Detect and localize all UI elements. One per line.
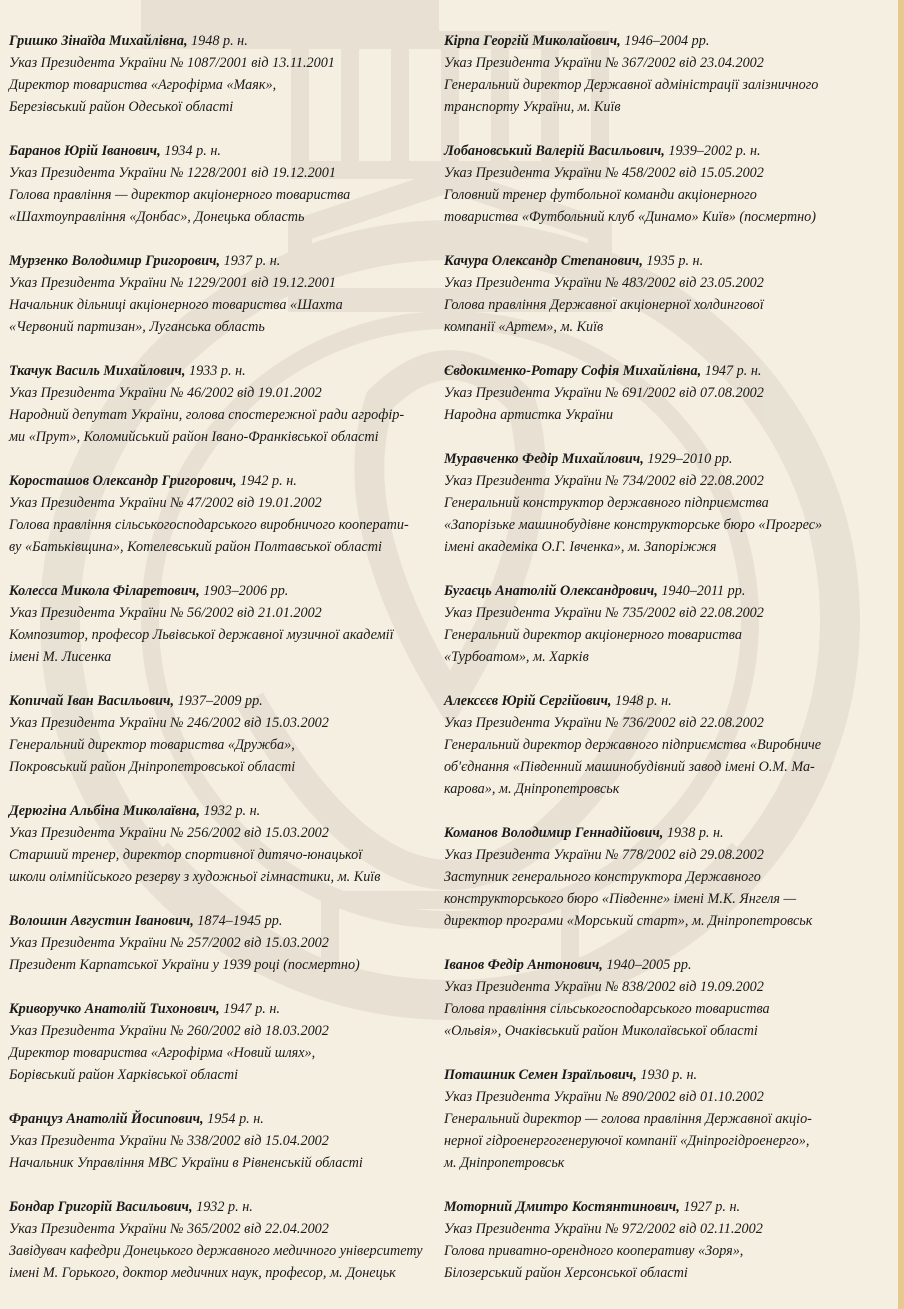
entry-header-line: [9, 800, 421, 822]
decree-reference: Указ Президента України № 691/2002 від 07.08.2002: [444, 385, 764, 401]
recipient-position: м. Дніпропетровськ: [444, 1155, 565, 1171]
recipient-years: 1935 р. н.: [642, 253, 704, 269]
decree-reference: Указ Президента України № 365/2002 від 22.04.2002: [9, 1221, 329, 1237]
entry-header-line: [444, 30, 856, 52]
recipient-position: ву «Батьківщина», Котелевський район Полтавської області: [9, 539, 382, 555]
recipient-position: Головний тренер футбольної команди акціонерного: [444, 187, 757, 203]
decree-reference: Указ Президента України № 47/2002 від 19.01.2002: [9, 495, 322, 511]
recipient-name: Поташник Семен Ізраїльович,: [444, 1067, 637, 1083]
recipient-years: 1940–2011 рр.: [657, 583, 746, 599]
entry-header-line: [444, 448, 856, 470]
recipient-position: ми «Прут», Коломийський район Івано-Франківської області: [9, 429, 379, 445]
recipient-years: 1948 р. н.: [187, 33, 248, 49]
recipient-years: 1937–2009 рр.: [174, 693, 263, 709]
recipient-years: 1948 р. н.: [611, 693, 672, 709]
award-entry: [9, 470, 421, 558]
recipient-years: 1927 р. н.: [679, 1199, 741, 1215]
recipient-position: «Запорізьке машинобудівне конструкторське бюро «Прогрес»: [444, 517, 823, 533]
entry-header-line: [9, 1108, 421, 1130]
recipient-name: Копичай Іван Васильович,: [9, 693, 175, 709]
decree-reference: Указ Президента України № 260/2002 від 18.03.2002: [9, 1023, 329, 1039]
recipient-position: Березівський район Одеської області: [9, 99, 234, 115]
recipient-name: Моторний Дмитро Костянтинович,: [444, 1199, 680, 1215]
decree-reference: Указ Президента України № 246/2002 від 15.03.2002: [9, 715, 329, 731]
decree-reference: Указ Президента України № 972/2002 від 02.11.2002: [444, 1221, 763, 1237]
entry-header-line: [444, 250, 856, 272]
decree-reference: Указ Президента України № 734/2002 від 22.08.2002: [444, 473, 764, 489]
entry-header-line: [9, 470, 421, 492]
entry-header-line: [444, 580, 856, 602]
decree-reference: Указ Президента України № 890/2002 від 01.10.2002: [444, 1089, 764, 1105]
recipient-name: Ткачук Василь Михайлович,: [9, 363, 186, 379]
recipient-name: Баранов Юрій Іванович,: [9, 143, 161, 159]
recipient-position: школи олімпійського резерву з художньої гімнастики, м. Київ: [9, 869, 381, 885]
award-entry: [9, 1108, 421, 1174]
recipient-position: Білозерський район Херсонської області: [444, 1265, 688, 1281]
recipient-position: «Шахтоуправління «Донбас», Донецька область: [9, 209, 305, 225]
award-entry: [444, 822, 856, 932]
recipient-years: 1932 р. н.: [192, 1199, 253, 1215]
recipient-position: нерної гідроенергогенеруючої компанії «Дніпрогідроенерго»,: [444, 1133, 810, 1149]
recipient-name: Француз Анатолій Йосипович,: [9, 1111, 204, 1127]
recipient-position: Генеральний директор — голова правління Державної акціо-: [444, 1111, 812, 1127]
entry-header-line: [9, 998, 421, 1020]
entry-header-line: [9, 250, 421, 272]
recipient-position: імені М. Горького, доктор медичних наук, професор, м. Донецьк: [9, 1265, 396, 1281]
award-entry: [9, 140, 421, 228]
recipient-years: 1874–1945 рр.: [193, 913, 283, 929]
recipient-years: 1947 р. н.: [701, 363, 762, 379]
entry-header-line: [9, 580, 421, 602]
left-column: [9, 30, 421, 1306]
award-entry: [9, 580, 421, 668]
award-entry: [444, 690, 856, 800]
recipient-name: Криворучко Анатолій Тихонович,: [9, 1001, 220, 1017]
decree-reference: Указ Президента України № 56/2002 від 21.01.2002: [9, 605, 322, 621]
award-entry: [9, 910, 421, 976]
recipient-position: Генеральний директор державного підприємства «Виробниче: [444, 737, 822, 753]
recipient-position: об'єднання «Південний машинобудівний завод імені О.М. Ма-: [444, 759, 815, 775]
page-edge-bar: [898, 0, 904, 1309]
entry-header-line: [444, 690, 856, 712]
recipient-position: компанії «Артем», м. Київ: [444, 319, 604, 335]
recipient-years: 1934 р. н.: [160, 143, 221, 159]
recipient-name: Качура Олександр Степанович,: [444, 253, 643, 269]
entry-header-line: [444, 140, 856, 162]
recipient-position: Генеральний директор товариства «Дружба»,: [9, 737, 295, 753]
recipient-years: 1939–2002 р. н.: [664, 143, 761, 159]
recipient-name: Дерюгіна Альбіна Миколаївна,: [9, 803, 200, 819]
recipient-position: товариства «Футбольний клуб «Динамо» Київ» (посмертно): [444, 209, 816, 225]
recipient-position: «Турбоатом», м. Харків: [444, 649, 589, 665]
recipient-position: Голова правління сільськогосподарського виробничого кооперати-: [9, 517, 409, 533]
recipient-years: 1903–2006 рр.: [199, 583, 289, 599]
award-entry: [9, 1196, 421, 1284]
recipient-position: конструкторського бюро «Південне» імені М.К. Янгеля —: [444, 891, 797, 907]
award-entry: [9, 30, 421, 118]
entry-header-line: [9, 1196, 421, 1218]
entry-header-line: [444, 954, 856, 976]
recipient-name: Кірпа Георгій Миколайович,: [444, 33, 621, 49]
recipient-name: Мурзенко Володимир Григорович,: [9, 253, 221, 269]
recipient-years: 1932 р. н.: [199, 803, 261, 819]
entry-header-line: [9, 910, 421, 932]
recipient-years: 1938 р. н.: [663, 825, 724, 841]
recipient-years: 1947 р. н.: [219, 1001, 280, 1017]
award-entry: [9, 998, 421, 1086]
recipient-name: Гришко Зінаїда Михайлівна,: [9, 33, 188, 49]
decree-reference: Указ Президента України № 838/2002 від 19.09.2002: [444, 979, 764, 995]
award-entry: [444, 140, 856, 228]
recipient-position: Генеральний конструктор державного підприємства: [444, 495, 769, 511]
award-entry: [9, 690, 421, 778]
recipient-position: Директор товариства «Агрофірма «Новий шлях»,: [9, 1045, 316, 1061]
recipient-years: 1933 р. н.: [185, 363, 246, 379]
entry-header-line: [9, 360, 421, 382]
recipient-years: 1929–2010 рр.: [643, 451, 733, 467]
recipient-position: директор програми «Морський старт», м. Дніпропетровськ: [444, 913, 813, 929]
recipient-position: карова», м. Дніпропетровськ: [444, 781, 620, 797]
decree-reference: Указ Президента України № 257/2002 від 15.03.2002: [9, 935, 329, 951]
decree-reference: Указ Президента України № 367/2002 від 23.04.2002: [444, 55, 764, 71]
recipient-years: 1942 р. н.: [236, 473, 297, 489]
recipient-years: 1930 р. н.: [636, 1067, 698, 1083]
decree-reference: Указ Президента України № 46/2002 від 19.01.2002: [9, 385, 322, 401]
recipient-position: Композитор, професор Львівської державної музичної академії: [9, 627, 394, 643]
recipient-position: імені М. Лисенка: [9, 649, 112, 665]
recipient-position: Старший тренер, директор спортивної дитячо-юнацької: [9, 847, 363, 863]
decree-reference: Указ Президента України № 1228/2001 від 19.12.2001: [9, 165, 336, 181]
entry-header-line: [444, 360, 856, 382]
recipient-name: Алексєєв Юрій Сергійович,: [444, 693, 612, 709]
decree-reference: Указ Президента України № 458/2002 від 15.05.2002: [444, 165, 764, 181]
entry-header-line: [9, 690, 421, 712]
recipient-position: Генеральний директор акціонерного товариства: [444, 627, 742, 643]
award-entry: [444, 360, 856, 426]
recipient-years: 1937 р. н.: [220, 253, 281, 269]
entry-header-line: [444, 1064, 856, 1086]
decree-reference: Указ Президента України № 483/2002 від 23.05.2002: [444, 275, 764, 291]
recipient-years: 1954 р. н.: [203, 1111, 264, 1127]
recipient-position: «Ольвія», Очаківський район Миколаївської області: [444, 1023, 758, 1039]
recipient-position: Директор товариства «Агрофірма «Маяк»,: [9, 77, 277, 93]
right-column: [444, 30, 856, 1306]
recipient-years: 1946–2004 рр.: [620, 33, 710, 49]
recipient-position: Народний депутат України, голова спостережної ради агрофір-: [9, 407, 405, 423]
recipient-position: «Червоний партизан», Луганська область: [9, 319, 265, 335]
award-entry: [444, 954, 856, 1042]
recipient-name: Євдокименко-Ротару Софія Михайлівна,: [444, 363, 702, 379]
award-entry: [444, 580, 856, 668]
recipient-position: Покровський район Дніпропетровської області: [9, 759, 296, 775]
award-entry: [444, 1064, 856, 1174]
award-entry: [444, 250, 856, 338]
decree-reference: Указ Президента України № 1087/2001 від 13.11.2001: [9, 55, 335, 71]
decree-reference: Указ Президента України № 735/2002 від 22.08.2002: [444, 605, 764, 621]
award-entry: [444, 1196, 856, 1284]
recipient-name: Іванов Федір Антонович,: [444, 957, 603, 973]
recipient-name: Волошин Августин Іванович,: [9, 913, 194, 929]
entry-header-line: [444, 822, 856, 844]
recipient-position: Начальник дільниці акціонерного товариства «Шахта: [9, 297, 343, 313]
recipient-position: транспорту України, м. Київ: [444, 99, 621, 115]
recipient-name: Лобановський Валерій Васильович,: [444, 143, 665, 159]
award-entry: [9, 250, 421, 338]
entry-header-line: [9, 140, 421, 162]
decree-reference: Указ Президента України № 778/2002 від 29.08.2002: [444, 847, 764, 863]
recipient-name: Бондар Григорій Васильович,: [9, 1199, 193, 1215]
recipient-position: Президент Карпатської України у 1939 році (посмертно): [9, 957, 360, 973]
recipient-position: Голова правління сільськогосподарського товариства: [444, 1001, 770, 1017]
recipient-position: імені академіка О.Г. Івченка», м. Запоріжжя: [444, 539, 717, 555]
recipient-position: Генеральний директор Державної адміністрації залізничного: [444, 77, 819, 93]
recipient-name: Колесса Микола Філаретович,: [9, 583, 200, 599]
award-entry: [9, 360, 421, 448]
decree-reference: Указ Президента України № 1229/2001 від 19.12.2001: [9, 275, 336, 291]
recipient-position: Начальник Управління МВС України в Рівненській області: [9, 1155, 363, 1171]
decree-reference: Указ Президента України № 256/2002 від 15.03.2002: [9, 825, 329, 841]
recipient-name: Коросташов Олександр Григорович,: [9, 473, 237, 489]
recipient-position: Завідувач кафедри Донецького державного медичного університету: [9, 1243, 423, 1259]
recipient-position: Голова приватно-орендного кооперативу «Зоря»,: [444, 1243, 744, 1259]
recipient-position: Голова правління — директор акціонерного товариства: [9, 187, 351, 203]
decree-reference: Указ Президента України № 736/2002 від 22.08.2002: [444, 715, 764, 731]
recipient-position: Заступник генерального конструктора Державного: [444, 869, 761, 885]
award-entry: [9, 800, 421, 888]
recipient-position: Голова правління Державної акціонерної холдингової: [444, 297, 764, 313]
recipient-position: Борівський район Харківської області: [9, 1067, 239, 1083]
award-entry: [444, 448, 856, 558]
recipient-name: Команов Володимир Геннадійович,: [444, 825, 664, 841]
decree-reference: Указ Президента України № 338/2002 від 15.04.2002: [9, 1133, 329, 1149]
recipient-name: Муравченко Федір Михайлович,: [444, 451, 644, 467]
recipient-position: Народна артистка України: [444, 407, 614, 423]
entry-header-line: [444, 1196, 856, 1218]
recipient-name: Бугаєць Анатолій Олександрович,: [444, 583, 658, 599]
recipient-years: 1940–2005 рр.: [602, 957, 692, 973]
award-entry: [444, 30, 856, 118]
entry-header-line: [9, 30, 421, 52]
